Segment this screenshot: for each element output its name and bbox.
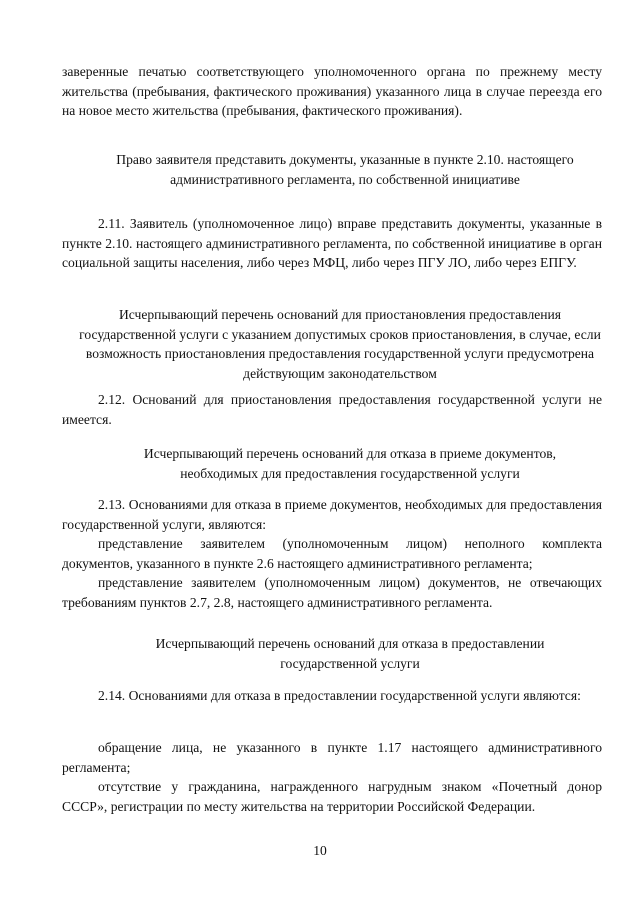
- page-number: 10: [313, 843, 327, 858]
- heading-2-10: Право заявителя представить документы, указанные в пункте 2.10. настоящего административного регламента, по собственной инициативе: [116, 152, 574, 187]
- paragraph-2-12: 2.12. Оснований для приостановления предоставления государственной услуги не имеется.: [62, 392, 602, 427]
- paragraph-2-13: 2.13. Основаниями для отказа в приеме документов, необходимых для предоставления государственной услуги, являются:: [62, 497, 602, 532]
- paragraph-2-13-item-b: представление заявителем (уполномоченным лицом) документов, не отвечающих требованиям пунктов 2.7, 2.8, настоящего административного регламента.: [62, 575, 602, 610]
- heading-refuse-service: Исчерпывающий перечень оснований для отказа в предоставлении государственной услуги: [155, 636, 545, 671]
- paragraph-2-14-item-a: обращение лица, не указанного в пункте 1.17 настоящего административного регламента;: [62, 740, 602, 775]
- section-2-14-items: [62, 738, 602, 816]
- paragraph-2-13-item-a: представление заявителем (уполномоченным лицом) неполного комплекта документов, указанного в пункте 2.6 настоящего административного регламента;: [62, 536, 602, 571]
- paragraph-2-14-item-b: отсутствие у гражданина, награжденного нагрудным знаком «Почетный донор СССР», регистрации по месту жительства на территории Российской Федерации.: [62, 779, 602, 814]
- paragraph-2-14: 2.14. Основаниями для отказа в предоставлении государственной услуги являются:: [98, 688, 581, 703]
- section-2-13: [62, 495, 602, 612]
- heading-suspension: Исчерпывающий перечень оснований для приостановления предоставления государственной услуги с указанием допустимых сроков приостановления, в случае, если возможность приостановления предоставления государственной услуги предусмотрена действующим законодательством: [79, 307, 601, 381]
- paragraph-2-11: 2.11. Заявитель (уполномоченное лицо) вправе представить документы, указанные в пункте 2.10. настоящего административного регламента, по собственной инициативе в орган социальной защиты населения, либо через МФЦ, либо через ПГУ ЛО, либо через ЕПГУ.: [62, 216, 602, 270]
- heading-refuse-documents: Исчерпывающий перечень оснований для отказа в приеме документов, необходимых для предоставления государственной услуги: [143, 446, 557, 481]
- paragraph-intro: заверенные печатью соответствующего уполномоченного органа по прежнему месту жительства (пребывания, фактического проживания) указанного лица в случае переезда его на новое место жительства (пребывания, фактического проживания).: [62, 64, 602, 118]
